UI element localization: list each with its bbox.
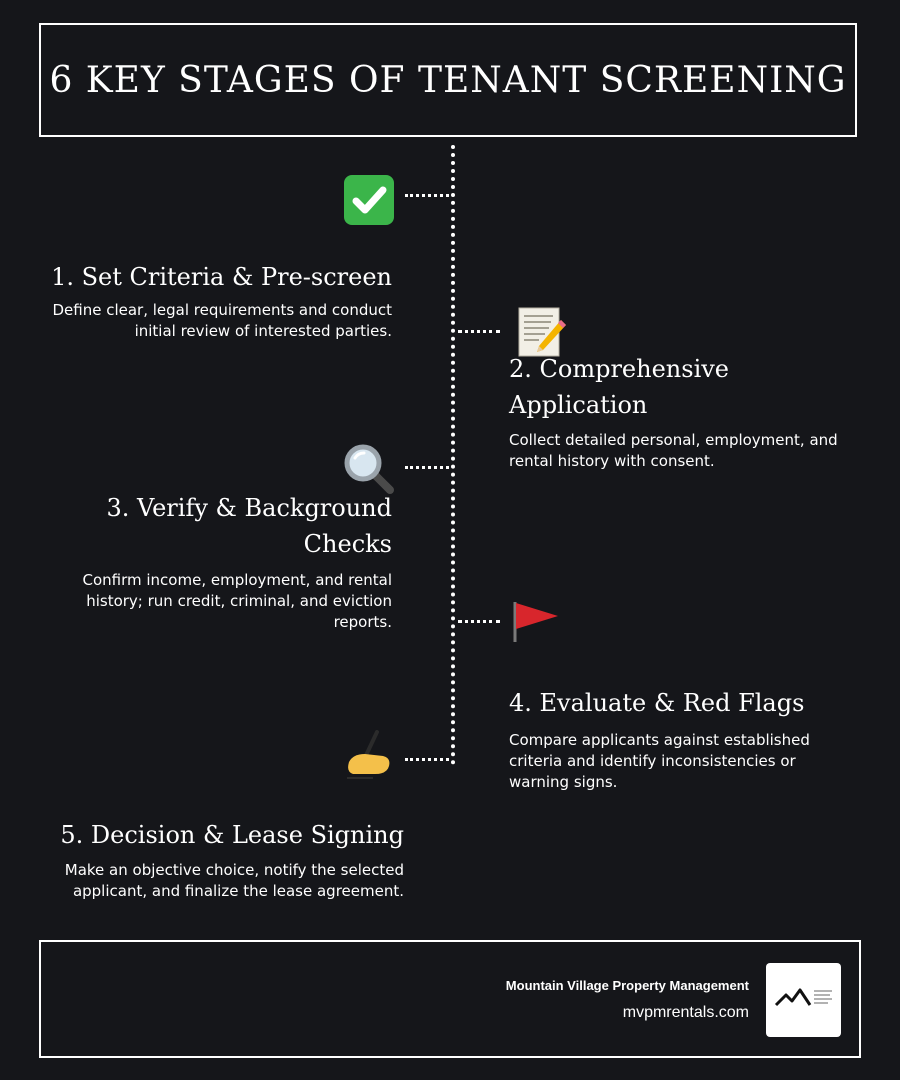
footer — [39, 940, 861, 1058]
connector-step-3 — [405, 466, 449, 469]
connector-step-4 — [458, 620, 500, 623]
step-3-description: Confirm income, employment, and rental history; run credit, criminal, and eviction reports. — [82, 571, 392, 631]
timeline-line — [451, 145, 455, 765]
red-flag-icon — [510, 596, 562, 648]
step-4-description: Compare applicants against established criteria and identify inconsistencies or warning signs. — [509, 731, 810, 791]
connector-step-2 — [458, 330, 500, 333]
writing-hand-icon — [343, 730, 395, 782]
page-title: 6 KEY STAGES OF TENANT SCREENING — [49, 59, 847, 101]
check-mark-icon — [343, 174, 395, 226]
website-link[interactable]: mvpmrentals.com — [622, 1004, 749, 1021]
connector-step-5 — [405, 758, 449, 761]
step-3-title: 3. Verify & Background Checks — [106, 494, 392, 558]
step-1-title: 1. Set Criteria & Pre-screen — [51, 263, 392, 291]
connector-step-1 — [405, 194, 449, 197]
step-4-title: 4. Evaluate & Red Flags — [509, 689, 805, 717]
magnifying-glass-icon — [343, 443, 395, 495]
step-5-title: 5. Decision & Lease Signing — [60, 821, 404, 849]
step-2-title: 2. Comprehensive Application — [509, 355, 730, 419]
step-1-description: Define clear, legal requirements and conduct initial review of interested parties. — [52, 301, 392, 340]
step-2-description: Collect detailed personal, employment, and rental history with consent. — [509, 431, 838, 470]
company-name: Mountain Village Property Management — [505, 978, 749, 993]
mountain-logo-icon — [766, 963, 841, 1037]
title-banner — [39, 23, 857, 137]
step-5-description: Make an objective choice, notify the selected applicant, and finalize the lease agreement. — [64, 861, 404, 900]
